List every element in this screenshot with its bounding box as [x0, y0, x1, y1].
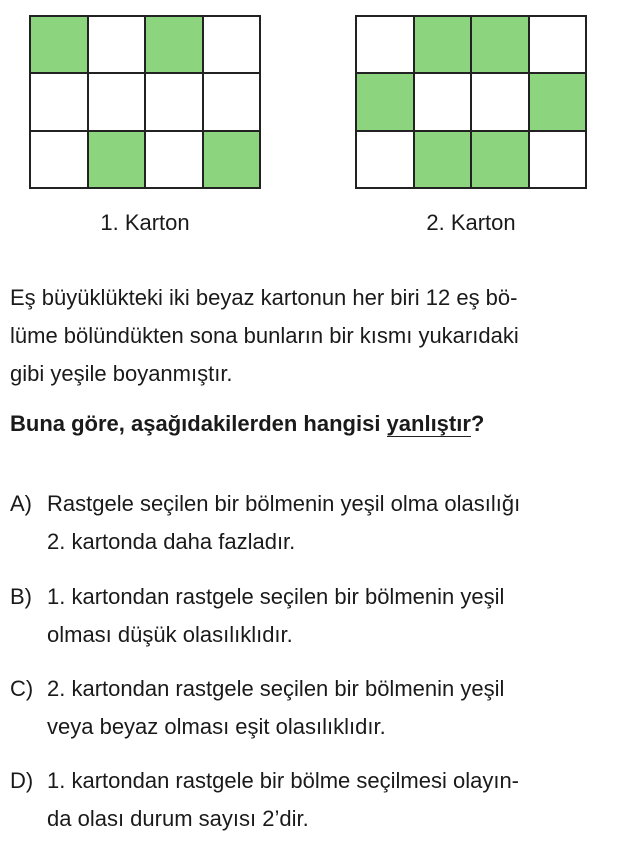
question-suffix: ?	[470, 411, 485, 436]
carton-1-cell-r2c1-white	[30, 73, 88, 130]
option-text-line: 1. kartondan rastgele bir bölme seçilmesi olayın-	[47, 768, 520, 793]
carton-1-cell-r3c4-green	[203, 131, 261, 188]
carton-2-cell-r3c4-white	[529, 131, 587, 188]
carton-1-cell-r1c1-green	[30, 16, 88, 73]
carton-2-caption: 2. Karton	[426, 210, 516, 235]
carton-1-cell-r3c2-green	[88, 131, 146, 188]
option-text-line: 1. kartondan rastgele seçilen bir bölmenin yeşil	[47, 584, 505, 609]
question-prefix: Buna göre, aşağıdakilerden hangisi	[10, 411, 387, 436]
carton-1-cell-r2c4-white	[203, 73, 261, 130]
carton-2-cell-r2c2-white	[414, 73, 472, 130]
stem-line: gibi yeşile boyanmıştır.	[10, 361, 233, 386]
carton-1-cell-r1c3-green	[145, 16, 203, 73]
option-text-line: olması düşük olasılıklıdır.	[47, 622, 293, 647]
stem-line: lüme bölündükten sona bunların bir kısmı yukarıdaki	[10, 323, 519, 348]
carton-2-cell-r1c4-white	[529, 16, 587, 73]
carton-1-cell-r2c2-white	[88, 73, 146, 130]
option-a[interactable]	[10, 485, 615, 561]
option-text-line: veya beyaz olması eşit olasılıklıdır.	[47, 714, 386, 739]
option-text-line: 2. kartondan rastgele seçilen bir bölmenin yeşil	[47, 676, 505, 701]
carton-1-caption: 1. Karton	[100, 210, 190, 235]
carton-2-cell-r3c1-white	[356, 131, 414, 188]
option-text-line: Rastgele seçilen bir bölmenin yeşil olma olasılığı	[47, 491, 521, 516]
question-underlined-word: yanlıştır	[386, 411, 471, 436]
carton-1-cell-r2c3-white	[145, 73, 203, 130]
stem-line: Eş büyüklükteki iki beyaz kartonun her biri 12 eş bö-	[10, 285, 518, 310]
carton-1-cell-r3c3-white	[145, 131, 203, 188]
question-prompt	[10, 405, 615, 443]
carton-2-cell-r3c2-green	[414, 131, 472, 188]
carton-2-cell-r2c4-green	[529, 73, 587, 130]
carton-2-cell-r2c1-green	[356, 73, 414, 130]
carton-2-grid	[355, 15, 587, 189]
carton-2-cell-r1c3-green	[471, 16, 529, 73]
option-b[interactable]	[10, 578, 615, 654]
carton-1-cell-r1c4-white	[203, 16, 261, 73]
question-stem	[10, 279, 615, 393]
carton-1-cell-r3c1-white	[30, 131, 88, 188]
carton-1-cell-r1c2-white	[88, 16, 146, 73]
carton-2-cell-r1c1-white	[356, 16, 414, 73]
option-d[interactable]	[10, 762, 615, 838]
option-c[interactable]	[10, 670, 615, 746]
option-letter: A)	[10, 491, 32, 516]
carton-2-cell-r2c3-white	[471, 73, 529, 130]
option-letter: C)	[10, 676, 34, 701]
option-letter: D)	[10, 768, 34, 793]
carton-1-grid	[29, 15, 261, 189]
option-text-line: 2. kartonda daha fazladır.	[47, 529, 296, 554]
carton-2-cell-r1c2-green	[414, 16, 472, 73]
option-text-line: da olası durum sayısı 2’dir.	[47, 806, 309, 831]
carton-2-cell-r3c3-green	[471, 131, 529, 188]
option-letter: B)	[10, 584, 32, 609]
